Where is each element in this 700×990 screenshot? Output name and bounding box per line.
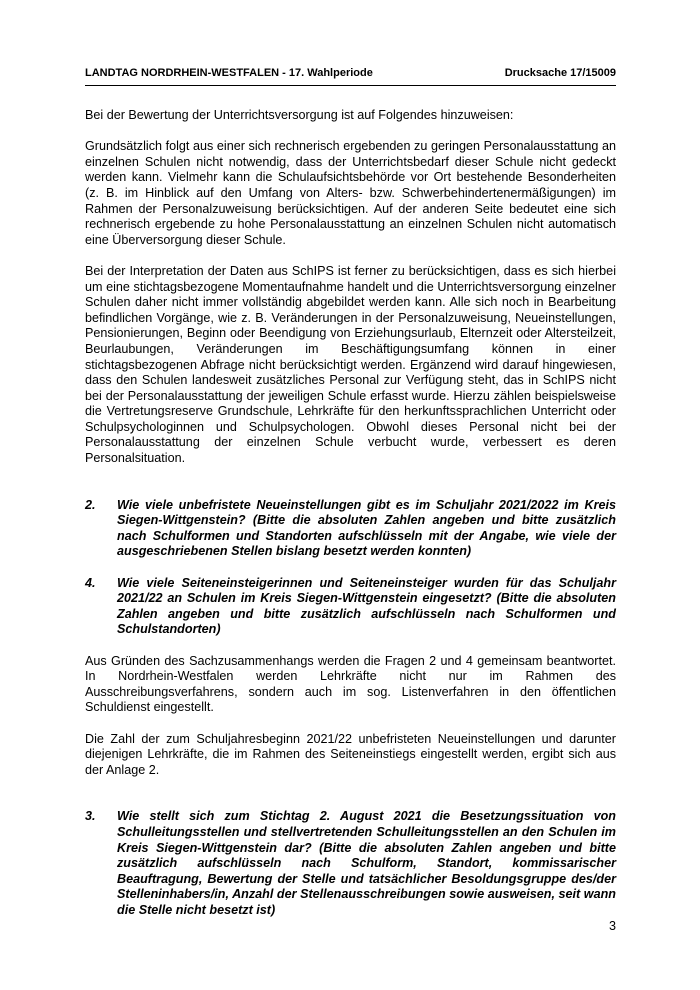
question-2 — [85, 498, 616, 560]
question-4-number: 4. — [85, 575, 96, 590]
page-header — [85, 67, 616, 80]
page-number: 3 — [608, 919, 616, 933]
question-4 — [85, 576, 616, 638]
header-rule — [85, 85, 616, 86]
paragraph-schips: Bei der Interpretation der Daten aus SchIPS ist ferner zu berücksichtigen, dass es sich hierbei um eine stichtagsbezogene Momentaufnahme handelt und die Unterrichtsversorgung einzelner Schulen daher nicht immer vollständig abgebildet werden kann. Alle sich noch in Bearbeitung befindlichen Vorgänge, wie z. B. Veränderungen in der Personalzuweisung, Neueinstellungen, Pensionierungen, Beginn oder Beendigung von Erziehungsurlaub, Elternzeit oder Altersteilzeit, Beurlaubungen, Veränderungen im Beschäftigungsumfang können in einer stichtagsbezogenen Abfrage nicht berücksichtigt werden. Ergänzend wird darauf hingewiesen, dass den Schulen landesweit zusätzliches Personal zur Verfügung steht, das in SchIPS nicht bei der Personalausstattung der jeweiligen Schule erfasst wurde. Hierzu zählen beispielsweise die Vertretungsreserve Grundschule, Lehrkräfte für den herkunftssprachlichen Unterricht oder Schulpsychologinnen und Schulpsychologen. Obwohl dieses Personal nicht bei der Personalausstattung der einzelnen Schule verbucht wurde, verbessert es deren Personalsituation. — [85, 263, 616, 466]
question-3 — [85, 809, 616, 918]
paragraph-personnel: Grundsätzlich folgt aus einer sich rechnerisch ergebenden zu geringen Personalausstattung an einzelnen Schulen nicht notwendig, dass der Unterrichtsbedarf dieser Schule nicht gedeckt werden kann. Vielmehr kann die Schulaufsichtsbehörde vor Ort bestehende Besonderheiten (z. B. im Hinblick auf den Umfang von Alters- bzw. Schwerbehindertenermäßigungen) im Rahmen der Personalzuweisung berücksichtigen. Auf der anderen Seite bedeutet eine sich rechnerisch ergebende zu hohe Personalausstattung an einzelnen Schulen nicht automatisch eine Überversorgung dieser Schule. — [85, 139, 616, 247]
document-body — [85, 108, 616, 919]
question-3-text: Wie stellt sich zum Stichtag 2. August 2021 die Besetzungssituation von Schulleitungsstellen und stellvertretenden Schulleitungsstellen an den Schulen im Kreis Siegen-Wittgenstein dar? (Bitte die absoluten Zahlen angeben und bitte zusätzlich aufschlüsseln nach Schulform, Standort, kommissarischer Beauftragung, Bewertung der Stelle und tatsächlicher Besoldungsgruppe des/der Stelleninhabers/in, Anzahl der Stellenausschreibungen sowie ausweisen, seit wann die Stelle nicht besetzt ist) — [117, 809, 616, 917]
header-document-number: Drucksache 17/15009 — [504, 67, 616, 79]
question-3-number: 3. — [85, 809, 96, 824]
question-2-text: Wie viele unbefristete Neueinstellungen gibt es im Schuljahr 2021/2022 im Kreis Siegen-Wittgenstein? (Bitte die absoluten Zahlen angeben und bitte zusätzlich nach Schulformen und Standorten aufschlüsseln mit der Angabe, wie viele der ausgeschriebenen Stellen bislang besetzt werden konnten) — [117, 497, 616, 559]
paragraph-appendix: Die Zahl der zum Schuljahresbeginn 2021/22 unbefristeten Neueinstellungen und darunter diejenigen Lehrkräfte, die im Rahmen des Seiteneinstiegs eingestellt werden, ergibt sich aus der Anlage 2. — [85, 731, 616, 777]
paragraph-answer-2-4: Aus Gründen des Sachzusammenhangs werden die Fragen 2 und 4 gemeinsam beantwortet. In Nordrhein-Westfalen werden Lehrkräfte nicht nur im Rahmen des Ausschreibungsverfahrens, sondern auch im sog. Listenverfahren in den öffentlichen Schuldienst eingestellt. — [85, 653, 616, 715]
paragraph-intro: Bei der Bewertung der Unterrichtsversorgung ist auf Folgendes hinzuweisen: — [85, 108, 514, 122]
question-2-number: 2. — [85, 497, 96, 512]
question-4-text: Wie viele Seiteneinsteigerinnen und Seiteneinsteiger wurden für das Schuljahr 2021/22 an Schulen im Kreis Siegen-Wittgenstein eingesetzt? (Bitte die absoluten Zahlen angeben und bitte zusätzlich aufschlüsseln nach Schulformen und Schulstandorten) — [117, 575, 616, 637]
header-parliament: LANDTAG NORDRHEIN-WESTFALEN - 17. Wahlperiode — [85, 67, 373, 79]
